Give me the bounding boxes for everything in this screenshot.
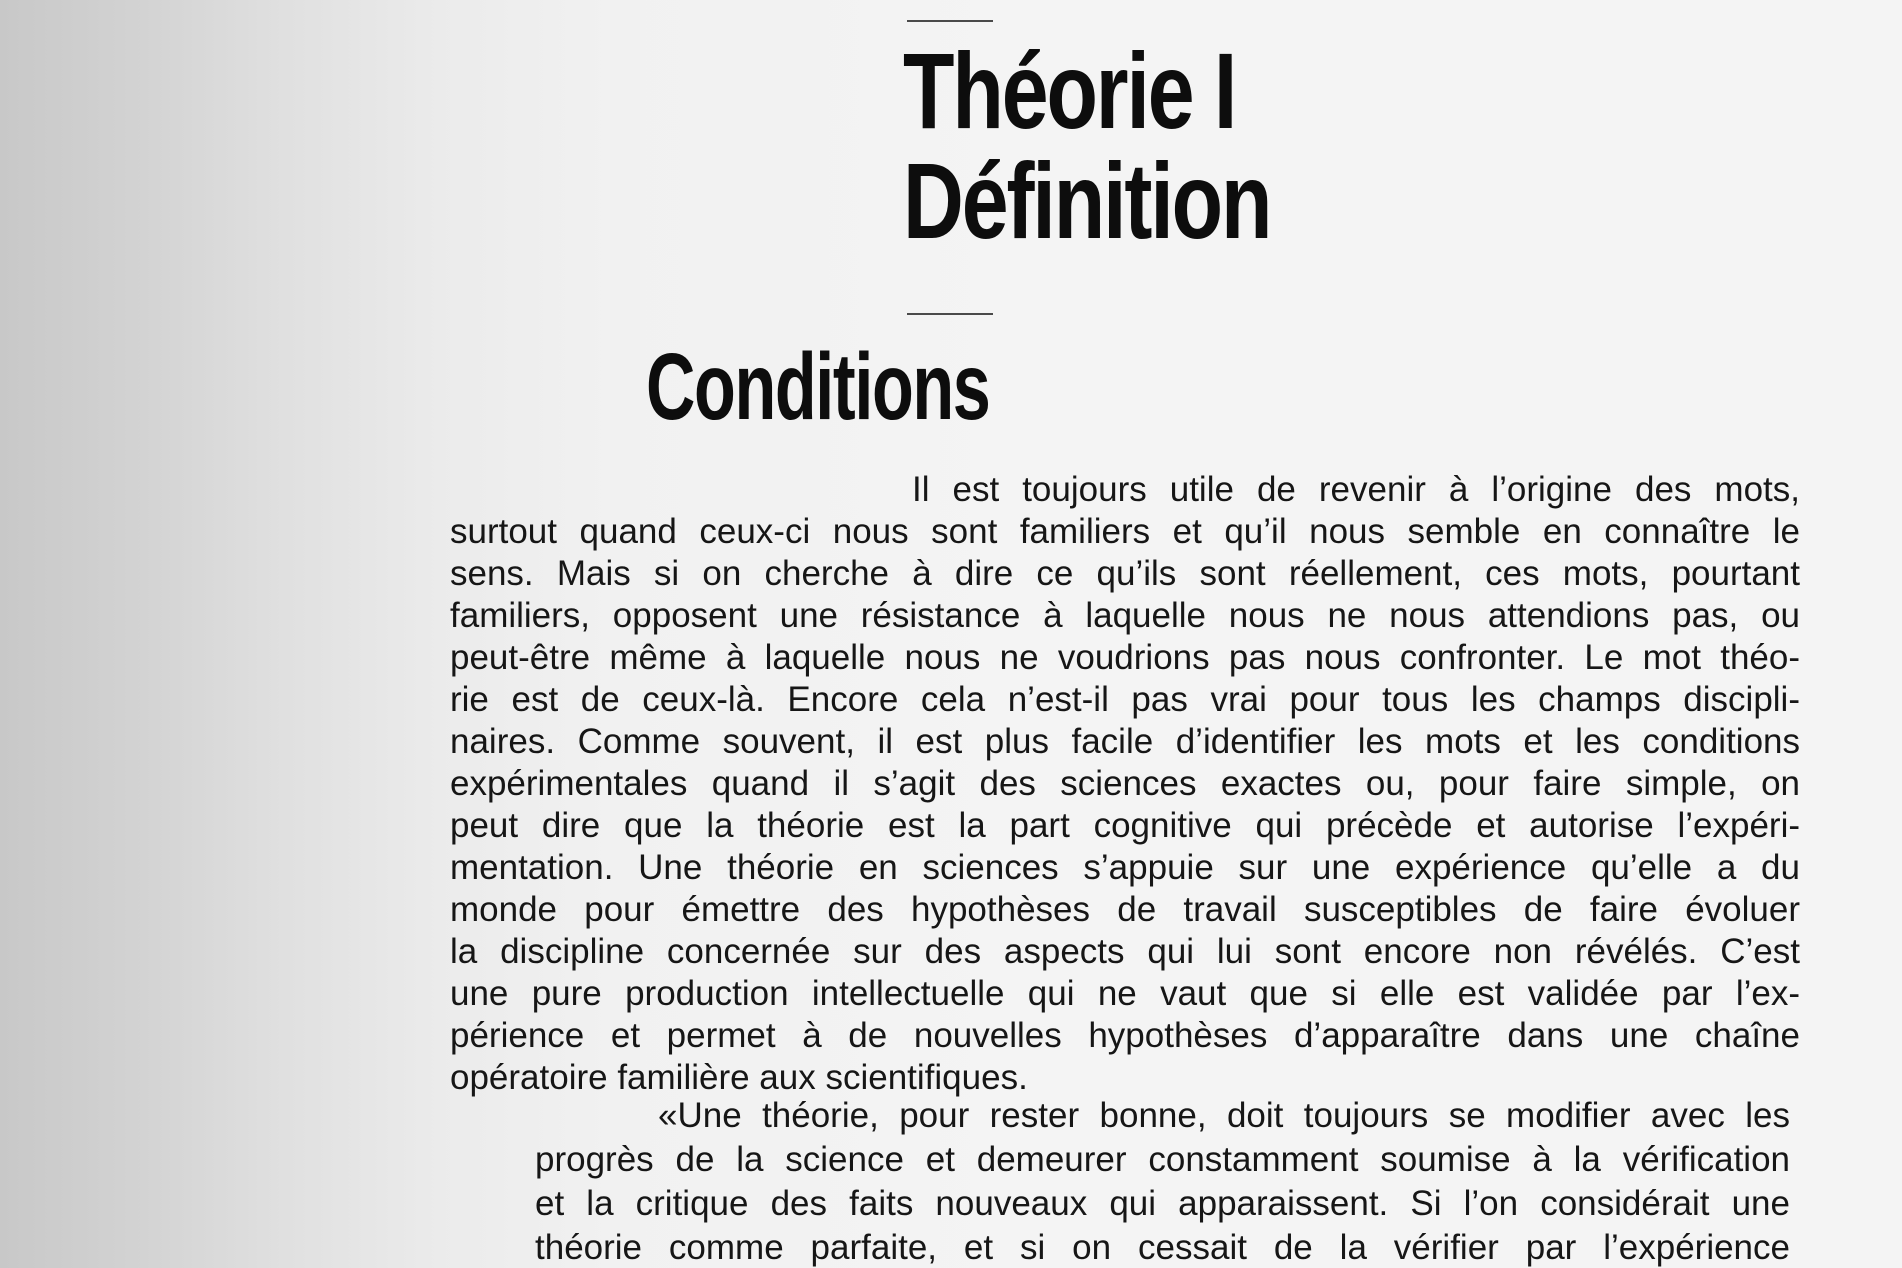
paragraph-line: périence et permet à de nouvelles hypothèses d’apparaître dans une chaîne <box>450 1016 1800 1055</box>
paragraph-line: mentation. Une théorie en sciences s’appuie sur une expérience qu’elle a du <box>450 848 1800 887</box>
block-quote <box>450 1094 1800 1268</box>
paragraph-line: sens. Mais si on cherche à dire ce qu’ils sont réellement, ces mots, pourtant <box>450 554 1800 593</box>
paragraph-line: Il est toujours utile de revenir à l’origine des mots, <box>912 470 1800 509</box>
paragraph-line: peut-être même à laquelle nous ne voudrions pas nous confronter. Le mot théo- <box>450 638 1800 677</box>
section-rule <box>907 313 993 315</box>
quote-line: progrès de la science et demeurer constamment soumise à la vérification <box>535 1140 1790 1179</box>
page-title <box>903 30 1271 261</box>
paragraph-line: surtout quand ceux-ci nous sont familiers et qu’il nous semble en connaître le <box>450 512 1800 551</box>
paragraph-line: rie est de ceux-là. Encore cela n’est-il pas vrai pour tous les champs discipli- <box>450 680 1800 719</box>
page-title-line-1: Théorie I <box>903 30 1236 151</box>
paragraph-line: opératoire familière aux scientifiques. <box>450 1058 1028 1097</box>
quote-line: théorie comme parfaite, et si on cessait de la vérifier par l’expérience <box>535 1228 1790 1267</box>
paragraph-line: naires. Comme souvent, il est plus facile d’identifier les mots et les conditions <box>450 722 1800 761</box>
page-title-line-2: Définition <box>903 140 1271 261</box>
article-body <box>450 469 1800 1268</box>
paragraph-line: expérimentales quand il s’agit des sciences exactes ou, pour faire simple, on <box>450 764 1800 803</box>
paragraph-line: une pure production intellectuelle qui ne vaut que si elle est validée par l’ex- <box>450 974 1800 1013</box>
quote-line: et la critique des faits nouveaux qui apparaissent. Si l’on considérait une <box>535 1184 1790 1223</box>
paragraph <box>450 469 1800 1099</box>
paragraph-line: peut dire que la théorie est la part cognitive qui précède et autorise l’expéri- <box>450 806 1800 845</box>
paragraph-line: la discipline concernée sur des aspects qui lui sont encore non révélés. C’est <box>450 932 1800 971</box>
paragraph-line: monde pour émettre des hypothèses de travail susceptibles de faire évoluer <box>450 890 1800 929</box>
section-heading: Conditions <box>646 334 990 440</box>
paragraph-line: familiers, opposent une résistance à laquelle nous ne nous attendions pas, ou <box>450 596 1800 635</box>
title-rule <box>907 20 993 22</box>
quote-line: «Une théorie, pour rester bonne, doit toujours se modifier avec les <box>658 1096 1790 1135</box>
